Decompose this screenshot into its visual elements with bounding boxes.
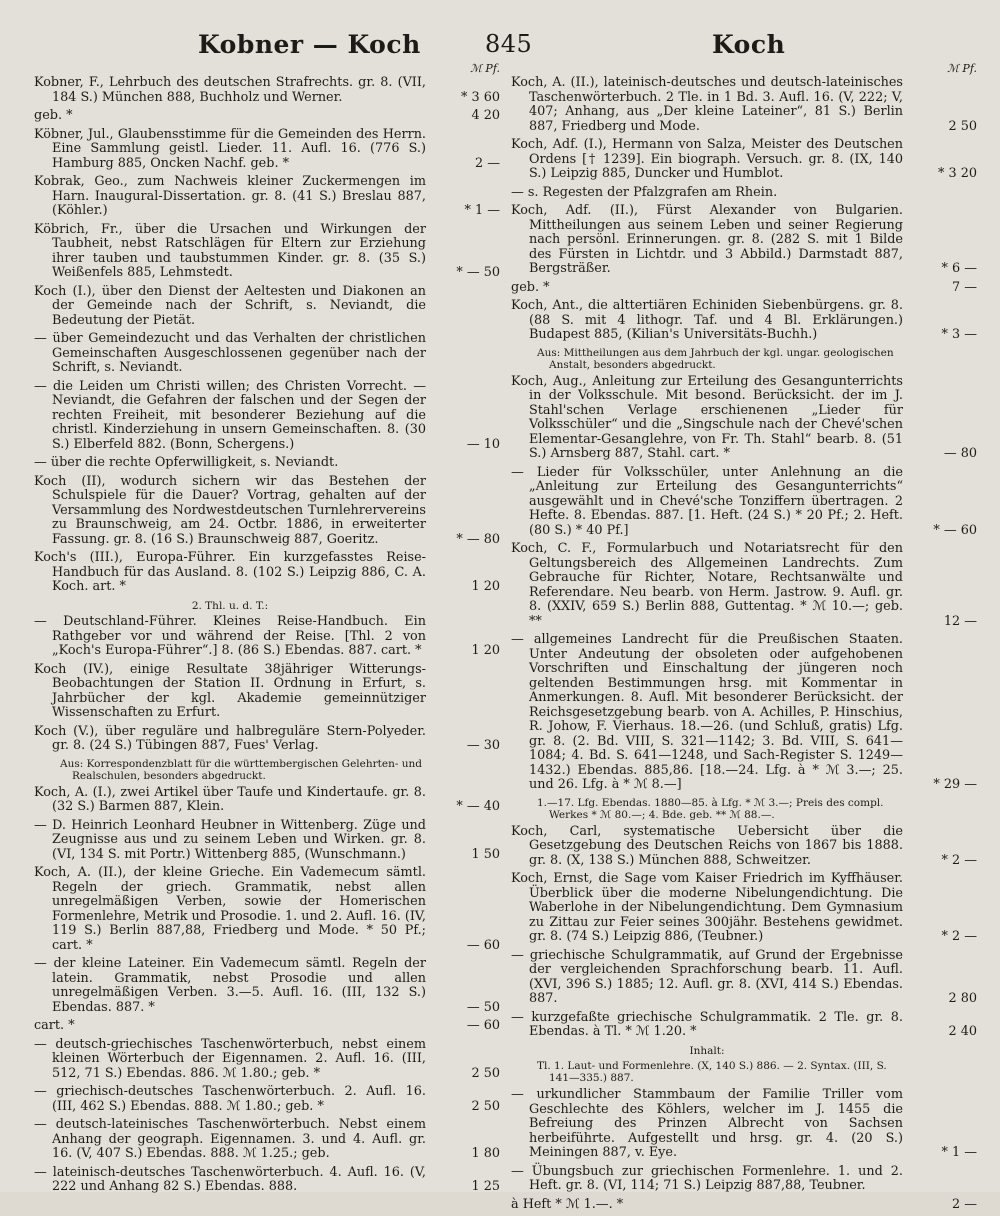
entry-price: * — 60 [933, 522, 977, 538]
entry-text: Koch, Aug., Anleitung zur Erteilung des Gesangunterrichts in der Volksschule. Mit besond. Berücksicht. der im J. Stahl'schen Verlage erschienenen „Lieder für Volksschüler“ und die „Singschule nach der Chevé'schen Elementar-Gesanglehre, von Fr. Th. Stahl“ bearb. 8. (51 S.) Arnsberg 887, Stahl. cart. * [511, 373, 903, 461]
entry-text: — griechisch-deutsches Taschenwörterbuch. 2. Aufl. 16. (III, 462 S.) Ebendas. 888. ℳ 1.80.; geb. * [34, 1084, 426, 1114]
entry-text: Koch, Carl, systematische Uebersicht über die Gesetzgebung des Deutschen Reichs von 1867 bis 1888. gr. 8. (X, 138 S.) München 888, Schweitzer. [511, 823, 903, 868]
entry-price: 1 50 [471, 846, 500, 862]
entry-text: Koch, C. F., Formularbuch und Notariatsrecht für den Geltungsbereich des Allgemeinen Landrechts. Zum Gebrauche für Richter, Notare, Rechtsanwälte und Referendare. Neu bearb. von Herm. Jastrow. 9. Aufl. gr. 8. (XXIV, 659 S.) Berlin 888, Guttentag. * ℳ 10.—; geb. ** [511, 541, 903, 629]
catalog-entry [34, 725, 500, 754]
catalog-entry [34, 109, 500, 124]
running-head-left: Kobner — Koch [198, 30, 421, 59]
entry-price: 2 80 [948, 991, 977, 1006]
catalog-entry [511, 76, 977, 134]
entry-price: 2 — [474, 155, 500, 171]
entry-text: Köbrich, Fr., über die Ursachen und Wirkungen der Taubheit, nebst Ratschlägen für Eltern zur Erziehung ihrer tauben und taubstummen Kinder. gr. 8. (35 S.) Weißenfels 885, Lehmstedt. [34, 221, 426, 280]
entry-note: Aus: Mittheilungen aus dem Jahrbuch der kgl. ungar. geologischen Anstalt, besonders abgedruckt. [537, 346, 894, 371]
catalog-entry [511, 633, 977, 793]
entry-text: — die Leiden um Christi willen; des Christen Vorrecht. — Neviandt, die Gefahren der falschen und der Segen der rechten Freiheit, mit besonderer Beziehung auf die christl. Kinderziehung in unsern Gemeinschaften. 8. (30 S.) Elberfeld 882. (Bonn, Schergens.) [34, 378, 426, 452]
entry-text: geb. * [34, 108, 73, 123]
entry-text: — der kleine Lateiner. Ein Vademecum sämtl. Regeln der latein. Grammatik, nebst Prosodie und allen unregelmäßigen Verben. 3.—5. Aufl. 16. (III, 132 S.) Ebendas. 887. * [34, 956, 426, 1015]
currency-mark: ℳ Pf. [470, 62, 500, 75]
entry-text: — allgemeines Landrecht für die Preußischen Staaten. Unter Andeutung der obsoleten oder aufgehobenen Vorschriften und Einschaltung der jüngeren noch geltenden Bestimmungen hrsg. mit Kommentar in Anmerkungen. 8. Aufl. Mit besonderer Berücksicht. der Reichsgesetzgebung bearb. von A. Achilles, P. Hinschius, R. Johow, F. Vierhaus. 18.—26. (und Schluß, gratis) Lfg. gr. 8. (2. Bd. VIII, S. 321—1142; 3. Bd. VIII, S. 641—1084; 4. Bd. S. 641—1248, und Sach-Register S. 1249—1432.) Ebendas. 885,86. [18.—24. Lfg. à * ℳ 3.—; 25. und 26. Lfg. à * ℳ 8.—] [511, 632, 903, 792]
entry-price: 2 50 [471, 1098, 500, 1114]
catalog-entry [511, 1011, 977, 1040]
entry-text: Koch, A. (I.), zwei Artikel über Taufe und Kindertaufe. gr. 8. (32 S.) Barmen 887, Klein. [34, 784, 426, 814]
entry-text: — Übungsbuch zur griechischen Formenlehre. 1. und 2. Heft. gr. 8. (VI, 114; 71 S.) Leipzig 887,88, Teubner. [511, 1163, 903, 1193]
entry-price: * 1 — [464, 203, 500, 218]
entry-text: — griechische Schulgrammatik, auf Grund der Ergebnisse der vergleichenden Sprachforschung bearb. 11. Aufl. (XVI, 396 S.) 1885; 12. Aufl. gr. 8. (XVI, 414 S.) Ebendas. 887. [511, 947, 903, 1006]
catalog-entry [34, 128, 500, 172]
entry-price: 12 — [943, 613, 977, 629]
catalog-entry [34, 223, 500, 281]
entry-text: Koch (IV.), einige Resultate 38jähriger Witterungs-Beobachtungen der Station II. Ordnung in Erfurt, s. Jahrbücher der kgl. Akademie gemeinnütziger Wissenschaften zu Erfurt. [34, 661, 426, 720]
entry-text: Köbner, Jul., Glaubensstimme für die Gemeinden des Herrn. Eine Sammlung geistl. Lieder. 11. Aufl. 16. (776 S.) Hamburg 885, Oncken Nachf. geb. * [34, 126, 426, 171]
catalog-entry [34, 1019, 500, 1034]
entry-text: Koch, Adf. (I.), Hermann von Salza, Meister des Deutschen Ordens [† 1239]. Ein biograph. Versuch. gr. 8. (IX, 140 S.) Leipzig 885, Duncker und Humblot. [511, 137, 903, 181]
entry-text: — Deutschland-Führer. Kleines Reise-Handbuch. Ein Rathgeber vor und während der Reise. [Thl. 2 von „Koch's Europa-Führer“.] 8. (86 S.) Ebendas. 887. cart. * [34, 614, 426, 658]
entry-text: — über Gemeindezucht und das Verhalten der christlichen Gemeinschaften Ausgeschlossenen gegenüber nach der Schrift, s. Neviandt. [34, 331, 426, 375]
entry-price: 1 25 [471, 1179, 500, 1194]
entry-text: — urkundlicher Stammbaum der Familie Triller vom Geschlechte des Köhlers, welcher im J. 1455 die Befreiung des Prinzen Albrecht von Sachsen herbeiführte. Aufgestellt und hrsg. gr. 4. (20 S.) Meiningen 887, v. Eye. [511, 1087, 903, 1160]
entry-text: Koch, Ant., die alttertiären Echiniden Siebenbürgens. gr. 8. (88 S. mit 4 lithogr. Taf. und 4 Bl. Erklärungen.) Budapest 885, (Kilian's Universitäts-Buchh.) [511, 298, 903, 342]
catalog-entry [511, 1198, 977, 1213]
entry-text: Koch, A. (II.), der kleine Grieche. Ein Vademecum sämtl. Regeln der griech. Grammatik, nebst allen unregelmäßigen Verben, sowie der Homerischen Formenlehre, Metrik und Prosodie. 1. und 2. Aufl. 16. (IV, 119 S.) Berlin 887,88, Friedberg und Mode. * 50 Pf.; cart. * [34, 865, 426, 953]
catalog-entry [34, 1038, 500, 1082]
catalog-entry [511, 466, 977, 539]
catalog-entry [511, 299, 977, 343]
catalog-entry [34, 456, 500, 471]
catalog-entry [34, 957, 500, 1015]
entry-price: — 30 [466, 738, 500, 753]
entry-note: Aus: Korrespondenzblatt für die württembergischen Gelehrten- und Realschulen, besonders abgedruckt. [60, 757, 422, 782]
entry-price: 2 — [951, 1196, 977, 1212]
entry-text: Koch's (III.), Europa-Führer. Ein kurzgefasstes Reise-Handbuch für das Ausland. 8. (102 S.) Leipzig 886, C. A. Koch. art. * [34, 550, 426, 594]
entry-text: cart. * [34, 1018, 75, 1033]
catalog-entry [34, 380, 500, 453]
entry-text: Koch (I.), über den Dienst der Aeltesten und Diakonen an der Gemeinde nach der Schrift, s. Neviandt, die Bedeutung der Pietät. [34, 283, 426, 328]
entry-text: — D. Heinrich Leonhard Heubner in Wittenberg. Züge und Zeugnisse aus und zu seinem Leben und Wirken. gr. 8. (VI, 134 S. mit Portr.) Wittenberg 885, (Wunschmann.) [34, 817, 426, 862]
entry-price: — 60 [466, 937, 500, 953]
entry-price: — 10 [466, 436, 500, 452]
entry-price: * — 80 [456, 531, 500, 547]
entry-price: * 3 60 [461, 89, 500, 105]
catalog-entry [511, 1088, 977, 1161]
entry-price: — 50 [466, 999, 500, 1015]
column-price-header [34, 62, 500, 76]
entry-note: 1.—17. Lfg. Ebendas. 1880—85. à Lfg. * ℳ 3.—; Preis des compl. Werkes * ℳ 80.—; 4. Bde. geb. ** ℳ 88.—. [537, 796, 884, 821]
entry-text: Koch, A. (II.), lateinisch-deutsches und deutsch-lateinisches Taschenwörterbuch. 2 Tle. in 1 Bd. 3. Aufl. 16. (V, 222; V, 407; Anhang, aus „Der kleine Lateiner“, 81 S.) Berlin 887, Friedberg und Mode. [511, 75, 903, 134]
entry-price: 4 20 [471, 108, 500, 123]
entry-price: * 3 20 [938, 166, 977, 181]
catalog-entry [34, 332, 500, 376]
catalog-entry [511, 186, 977, 201]
entry-text: — Lieder für Volksschüler, unter Anlehnung an die „Anleitung zur Erteilung des Gesangunterrichts“ ausgewählt und in Chevé'sche Tonziffern übertragen. 2 Hefte. 8. Ebendas. 887. [1. Heft. (24 S.) * 20 Pf.; 2. Heft. (80 S.) * 40 Pf.] [511, 464, 903, 538]
catalog-entry [511, 204, 977, 277]
catalog-entry [34, 285, 500, 329]
catalog-entry [511, 375, 977, 462]
page-header [0, 30, 1000, 64]
catalog-entry [34, 786, 500, 815]
catalog-entry [511, 542, 977, 629]
catalog-entry [511, 138, 977, 182]
section-subhead: 2. Thl. u. d. T.: [191, 599, 269, 612]
column-price-header [511, 62, 977, 76]
entry-price: 1 20 [471, 643, 500, 658]
catalog-entry [34, 866, 500, 953]
entry-price: * — 40 [456, 799, 500, 814]
catalog-entry [34, 475, 500, 548]
entry-text: Kobner, F., Lehrbuch des deutschen Strafrechts. gr. 8. (VII, 184 S.) München 888, Buchholz und Werner. [34, 75, 426, 105]
section-subhead: Inhalt: [689, 1044, 725, 1057]
entry-price: * 1 — [941, 1145, 977, 1160]
entry-price: 1 80 [471, 1146, 500, 1161]
catalog-entry [34, 1166, 500, 1195]
currency-mark: ℳ Pf. [947, 62, 977, 75]
running-head-right: Koch [712, 30, 786, 59]
entry-price: 7 — [951, 279, 977, 295]
entry-text: — lateinisch-deutsches Taschenwörterbuch. 4. Aufl. 16. (V, 222 und Anhang 82 S.) Ebendas. 888. [34, 1164, 426, 1194]
page-number: 845 [485, 30, 533, 58]
catalog-entry [511, 825, 977, 869]
catalog-entry [511, 1165, 977, 1194]
entry-text: Koch, Adf. (II.), Fürst Alexander von Bulgarien. Mittheilungen aus seinem Leben und seiner Regierung nach persönl. Erinnerungen. gr. 8. (282 S. mit 1 Bilde des Fürsten in Lichtdr. und 3 Abbild.) Darmstadt 887, Bergsträßer. [511, 203, 903, 276]
left-column [34, 62, 500, 1199]
catalog-entry [511, 281, 977, 296]
catalog-entry [34, 175, 500, 219]
entry-price: — 60 [466, 1018, 500, 1033]
catalog-entry [34, 663, 500, 721]
entry-price: 2 50 [471, 1065, 500, 1081]
right-column [511, 62, 977, 1216]
catalog-entry [34, 551, 500, 595]
catalog-entry [34, 819, 500, 863]
catalog-entry [511, 872, 977, 945]
entry-text: Koch, Ernst, die Sage vom Kaiser Friedrich im Kyffhäuser. Überblick über die moderne Nibelungendichtung. Die Waberlohe in der Nibelungendichtung. Dem Gymnasium zu Zittau zur Feier seines 300jähr. Bestehens gewidmet. gr. 8. (74 S.) Leipzig 886, (Teubner.) [511, 871, 903, 944]
entry-note: Tl. 1. Laut- und Formenlehre. (X, 140 S.) 886. — 2. Syntax. (III, S. 141—335.) 887. [537, 1060, 887, 1084]
entry-text: — über die rechte Opferwilligkeit, s. Neviandt. [34, 455, 339, 470]
entry-text: Koch (V.), über reguläre und halbreguläre Stern-Polyeder. gr. 8. (24 S.) Tübingen 887, Fues' Verlag. [34, 723, 426, 753]
entry-price: * 3 — [941, 327, 977, 342]
entry-price: * 2 — [941, 852, 977, 868]
catalog-entry [34, 1118, 500, 1162]
entry-price: * — 50 [456, 265, 500, 280]
entry-price: * 6 — [941, 261, 977, 276]
catalog-entry [34, 615, 500, 659]
entry-price: 1 20 [471, 579, 500, 594]
entry-text: Kobrak, Geo., zum Nachweis kleiner Zuckermengen im Harn. Inaugural-Dissertation. gr. 8. (41 S.) Breslau 887, (Köhler.) [34, 174, 426, 218]
entry-text: — s. Regesten der Pfalzgrafen am Rhein. [511, 184, 778, 200]
entry-text: — deutsch-griechisches Taschenwörterbuch, nebst einem kleinen Wörterbuch der Eigennamen. 2. Aufl. 16. (III, 512, 71 S.) Ebendas. 886. ℳ 1.80.; geb. * [34, 1036, 426, 1081]
entry-text: Koch (II), wodurch sichern wir das Bestehen der Schulspiele für die Dauer? Vortrag, gehalten auf der Versammlung des Nordwestdeutschen Turnlehrervereins zu Braunschweig, am 24. Octbr. 1886, in erweiterter Fassung. gr. 8. (16 S.) Braunschweig 887, Goeritz. [34, 473, 426, 547]
entry-price: 2 40 [948, 1024, 977, 1039]
entry-price: 2 50 [948, 118, 977, 134]
catalog-entry [511, 949, 977, 1007]
catalog-entry [34, 1085, 500, 1114]
entry-text: — deutsch-lateinisches Taschenwörterbuch. Nebst einem Anhang der geograph. Eigennamen. 3. und 4. Aufl. gr. 16. (V, 407 S.) Ebendas. 888. ℳ 1.25.; geb. [34, 1117, 426, 1161]
entry-text: geb. * [511, 279, 550, 295]
entry-text: — kurzgefaßte griechische Schulgrammatik. 2 Tle. gr. 8. Ebendas. à Tl. * ℳ 1.20. * [511, 1009, 903, 1039]
catalog-entry [34, 76, 500, 105]
entry-price: — 80 [943, 446, 977, 461]
entry-text: à Heft * ℳ 1.—. * [511, 1196, 624, 1212]
entry-price: * 2 — [941, 929, 977, 944]
entry-price: * 29 — [933, 777, 977, 792]
